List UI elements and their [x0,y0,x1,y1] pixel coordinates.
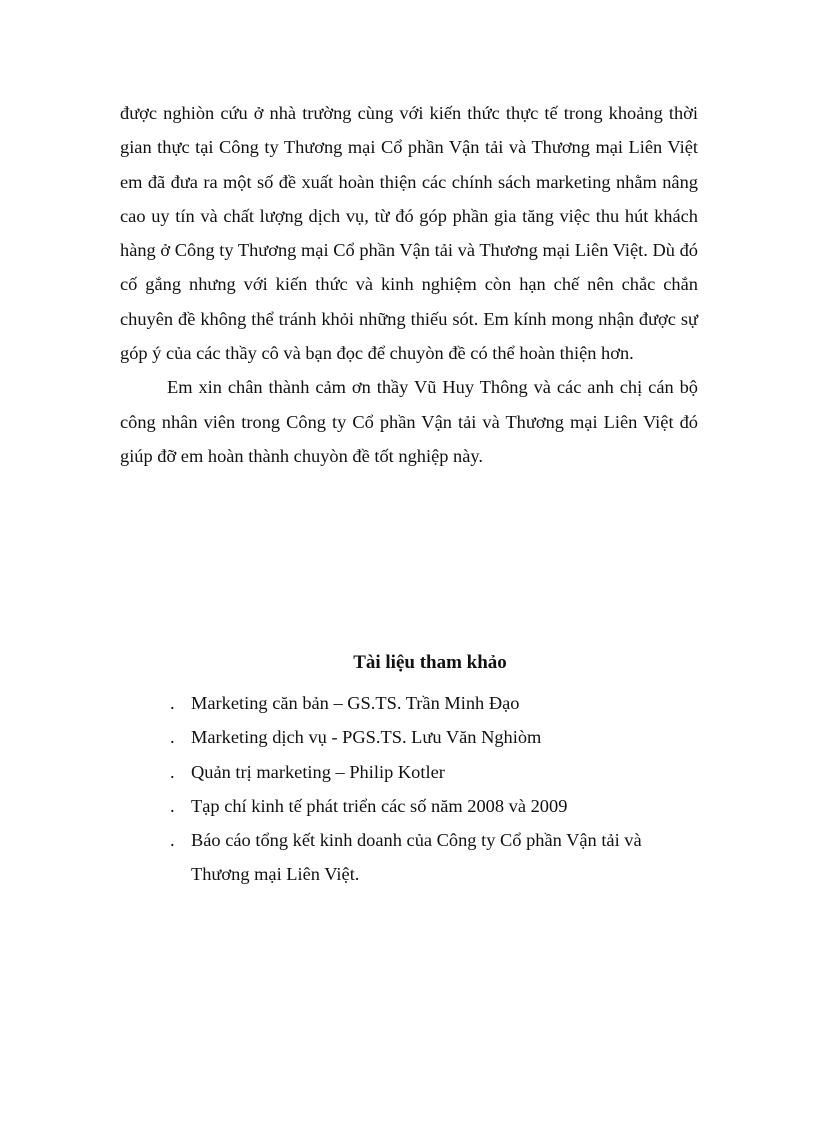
reference-text: Tạp chí kinh tế phát triển các số năm 2008 và 2009 [191,795,568,816]
reference-item [0,755,661,789]
reference-bullet: . [170,761,175,782]
body-paragraph-1: được nghiòn cứu ở nhà trường cùng với kiến thức thực tế trong khoảng thời gian thực tại Công ty Thương mại Cổ phần Vận tải và Thương mại Liên Việt em đã đưa ra một số đề xuất hoàn thiện các chính sách marketing nhằm nâng cao uy tín và chất lượng dịch vụ, từ đó góp phần gia tăng việc thu hút khách hàng ở Công ty Thương mại Cổ phần Vận tải và Thương mại Liên Việt. Dù đó cố gắng nhưng với kiến thức và kinh nghiệm còn hạn chế nên chắc chắn chuyên đề không thể tránh khỏi những thiếu sót. Em kính mong nhận được sự góp ý của các thầy cô và bạn đọc để chuyòn đề có thể hoàn thiện hơn. [120,103,698,364]
reference-bullet: . [170,693,175,713]
reference-item [0,823,661,892]
reference-text: Marketing căn bản – GS.TS. Trần Minh Đạo [191,693,520,713]
body-text [120,96,698,473]
reference-item [0,686,661,720]
reference-item [0,789,661,823]
reference-bullet: . [170,727,175,748]
reference-text: Quản trị marketing – Philip Kotler [191,761,445,782]
reference-bullet: . [170,795,175,816]
reference-item [0,720,661,754]
references-title: Tài liệu tham khảo [353,652,507,673]
reference-text: Báo cáo tổng kết kinh doanh của Công ty Cổ phần Vận tải và Thương mại Liên Việt. [191,830,642,885]
references-list [0,686,816,892]
reference-bullet: . [170,830,175,851]
body-paragraph-2: Em xin chân thành cảm ơn thầy Vũ Huy Thông và các anh chị cán bộ công nhân viên trong Công ty Cổ phần Vận tải và Thương mại Liên Việt đó giúp đỡ em hoàn thành chuyòn đề tốt nghiệp này. [120,377,698,466]
reference-text: Marketing dịch vụ - PGS.TS. Lưu Văn Nghiòm [191,727,542,748]
